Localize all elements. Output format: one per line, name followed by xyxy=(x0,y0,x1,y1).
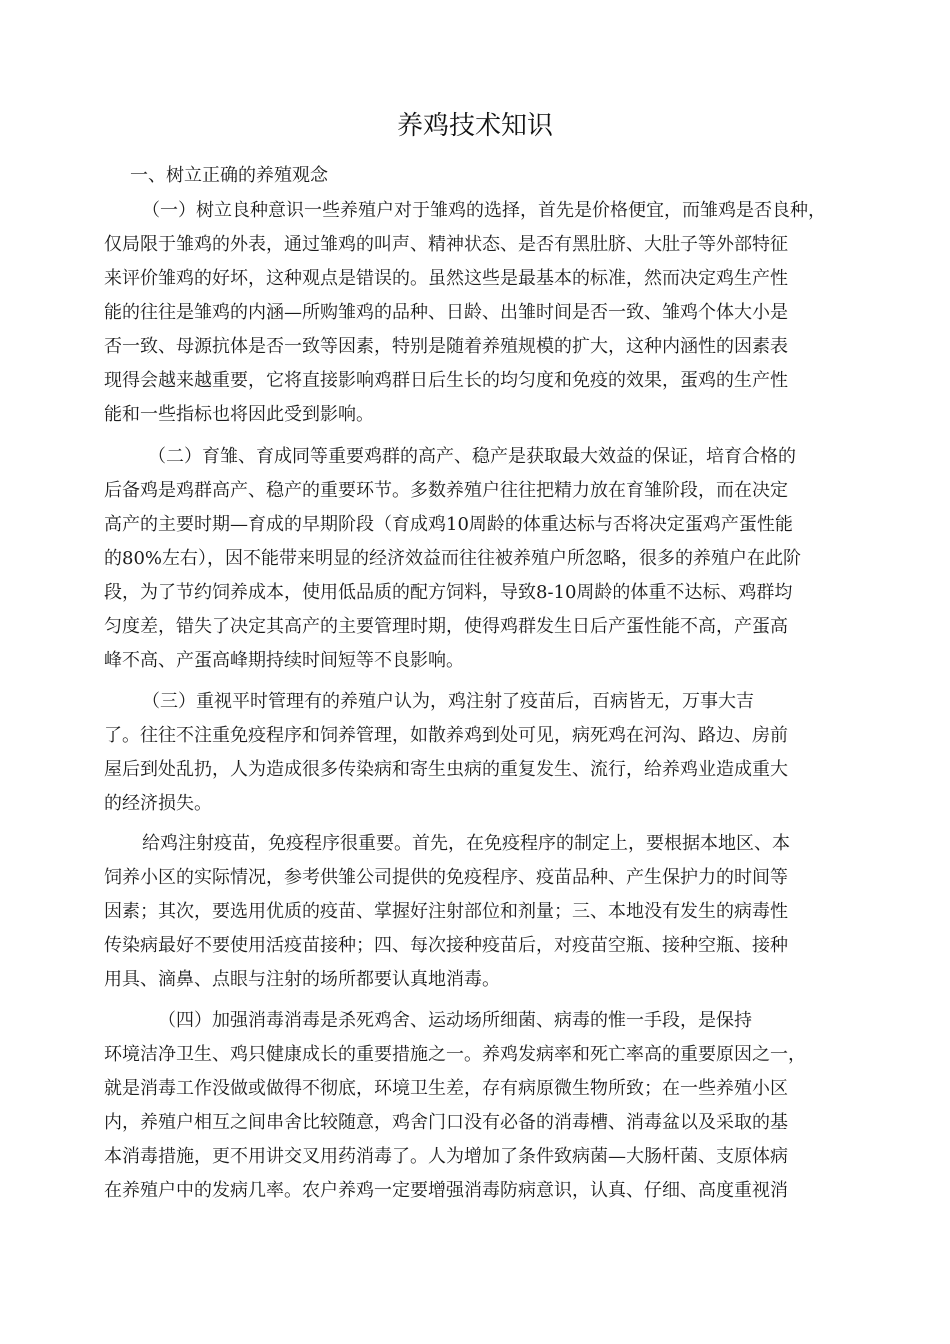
body-line: 匀度差，错失了决定其高产的主要管理时期，使得鸡群发生日后产蛋性能不高，产蛋高 xyxy=(104,616,788,637)
section-heading: 一、树立正确的养殖观念 xyxy=(130,165,328,186)
body-line: 能和一些指标也将因此受到影响。 xyxy=(104,404,374,425)
body-line: 内，养殖户相互之间串舍比较随意，鸡舍门口没有必备的消毒槽、消毒盆以及采取的基 xyxy=(104,1112,788,1133)
body-line: 了。往往不注重免疫程序和饲养管理，如散养鸡到处可见，病死鸡在河沟、路边、房前 xyxy=(104,725,788,746)
body-line: 屋后到处乱扔，人为造成很多传染病和寄生虫病的重复发生、流行，给养鸡业造成重大 xyxy=(104,759,788,780)
body-line: 本消毒措施，更不用讲交叉用药消毒了。人为增加了条件致病菌—大肠杆菌、支原体病 xyxy=(104,1146,788,1167)
body-line: 高产的主要时期—育成的早期阶段（育成鸡10周龄的体重达标与否将决定蛋鸡产蛋性能 xyxy=(104,514,793,535)
body-line: （一）树立良种意识一些养殖户对于雏鸡的选择，首先是价格便宜，而雏鸡是否良种， xyxy=(142,200,826,221)
body-line: 传染病最好不要使用活疫苗接种；四、每次接种疫苗后，对疫苗空瓶、接种空瓶、接种 xyxy=(104,935,788,956)
document-title: 养鸡技术知识 xyxy=(396,111,553,141)
body-line: 段，为了节约饲养成本，使用低品质的配方饲料，导致8-10周龄的体重不达标、鸡群均 xyxy=(104,582,793,603)
body-line: 现得会越来越重要，它将直接影响鸡群日后生长的均匀度和免疫的效果，蛋鸡的生产性 xyxy=(104,370,788,391)
body-line: 在养殖户中的发病几率。农户养鸡一定要增强消毒防病意识，认真、仔细、高度重视消 xyxy=(104,1180,788,1201)
body-line: 峰不高、产蛋高峰期持续时间短等不良影响。 xyxy=(104,650,464,671)
body-line: （三）重视平时管理有的养殖户认为，鸡注射了疫苗后，百病皆无，万事大吉 xyxy=(142,691,754,712)
body-line: 后备鸡是鸡群高产、稳产的重要环节。多数养殖户往往把精力放在育雏阶段，而在决定 xyxy=(104,480,788,501)
body-line: 饲养小区的实际情况，参考供雏公司提供的免疫程序、疫苗品种、产生保护力的时间等 xyxy=(104,867,788,888)
body-line: 能的往往是雏鸡的内涵—所购雏鸡的品种、日龄、出雏时间是否一致、雏鸡个体大小是 xyxy=(104,302,788,323)
body-line: 的80%左右），因不能带来明显的经济效益而往往被养殖户所忽略，很多的养殖户在此阶 xyxy=(104,548,802,569)
body-line: 给鸡注射疫苗，免疫程序很重要。首先，在免疫程序的制定上，要根据本地区、本 xyxy=(142,833,790,854)
body-line: 环境洁净卫生、鸡只健康成长的重要措施之一。养鸡发病率和死亡率高的重要原因之一， xyxy=(104,1044,806,1065)
body-line: （二）育雏、育成同等重要鸡群的高产、稳产是获取最大效益的保证，培育合格的 xyxy=(148,446,796,467)
body-line: 因素；其次，要选用优质的疫苗、掌握好注射部位和剂量；三、本地没有发生的病毒性 xyxy=(104,901,788,922)
body-line: 来评价雏鸡的好坏，这种观点是错误的。虽然这些是最基本的标准，然而决定鸡生产性 xyxy=(104,268,788,289)
body-line: 用具、滴鼻、点眼与注射的场所都要认真地消毒。 xyxy=(104,969,500,990)
body-line: 就是消毒工作没做或做得不彻底，环境卫生差，存有病原微生物所致；在一些养殖小区 xyxy=(104,1078,788,1099)
body-line: 的经济损失。 xyxy=(104,793,212,814)
body-line: 否一致、母源抗体是否一致等因素，特别是随着养殖规模的扩大，这种内涵性的因素表 xyxy=(104,336,788,357)
body-line: 仅局限于雏鸡的外表，通过雏鸡的叫声、精神状态、是否有黑肚脐、大肚子等外部特征 xyxy=(104,234,788,255)
body-line: （四）加强消毒消毒是杀死鸡舍、运动场所细菌、病毒的惟一手段，是保持 xyxy=(158,1010,752,1031)
